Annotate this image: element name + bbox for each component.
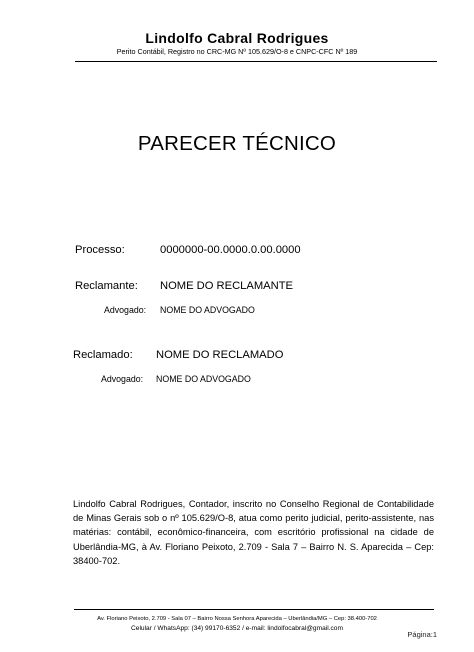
- body-paragraph: Lindolfo Cabral Rodrigues, Contador, inscrito no Conselho Regional de Contabilidade de Minas Gerais sob o nº 105.629/O-8, atua como perito judicial, perito-assistente, nas matérias: contábil, econômico-financeira, com escritório profissional na cidade de Uberlândia-MG, à Av. Floriano Peixoto, 2.709 - Sala 7 – Bairro N. S. Aparecida – Cep: 38400-702.: [73, 499, 434, 566]
- header-subtitle: Perito Contábil, Registro no CRC-MG Nº 105.629/O-8 e CNPC-CFC Nº 189: [116, 47, 358, 56]
- footer-address: Av. Floriano Peixoto, 2.709 - Sala 07 – Bairro Nossa Senhora Aparecida – Uberlândia/MG – Cep: 38.400-702: [97, 616, 377, 622]
- page-number: Página:1: [407, 630, 437, 639]
- reclamante-advogado-value: NOME DO ADVOGADO: [160, 305, 255, 315]
- reclamado-advogado-value: NOME DO ADVOGADO: [156, 374, 251, 384]
- reclamado-label: Reclamado:: [73, 349, 133, 361]
- footer-divider: [74, 609, 434, 610]
- reclamado-value: NOME DO RECLAMADO: [156, 349, 284, 361]
- header-name: Lindolfo Cabral Rodrigues: [145, 30, 329, 46]
- footer-contact: Celular / WhatsApp: (34) 99170-6352 / e-mail: lindolfocabral@gmail.com: [131, 625, 343, 632]
- reclamante-label: Reclamante:: [75, 280, 138, 292]
- processo-label: Processo:: [75, 244, 125, 256]
- reclamado-advogado-label: Advogado:: [101, 374, 144, 384]
- page-title: PARECER TÉCNICO: [137, 132, 337, 155]
- header-divider: [75, 61, 437, 62]
- processo-value: 0000000-00.0000.0.00.0000: [160, 244, 301, 256]
- reclamante-advogado-label: Advogado:: [104, 305, 147, 315]
- reclamante-value: NOME DO RECLAMANTE: [160, 280, 294, 292]
